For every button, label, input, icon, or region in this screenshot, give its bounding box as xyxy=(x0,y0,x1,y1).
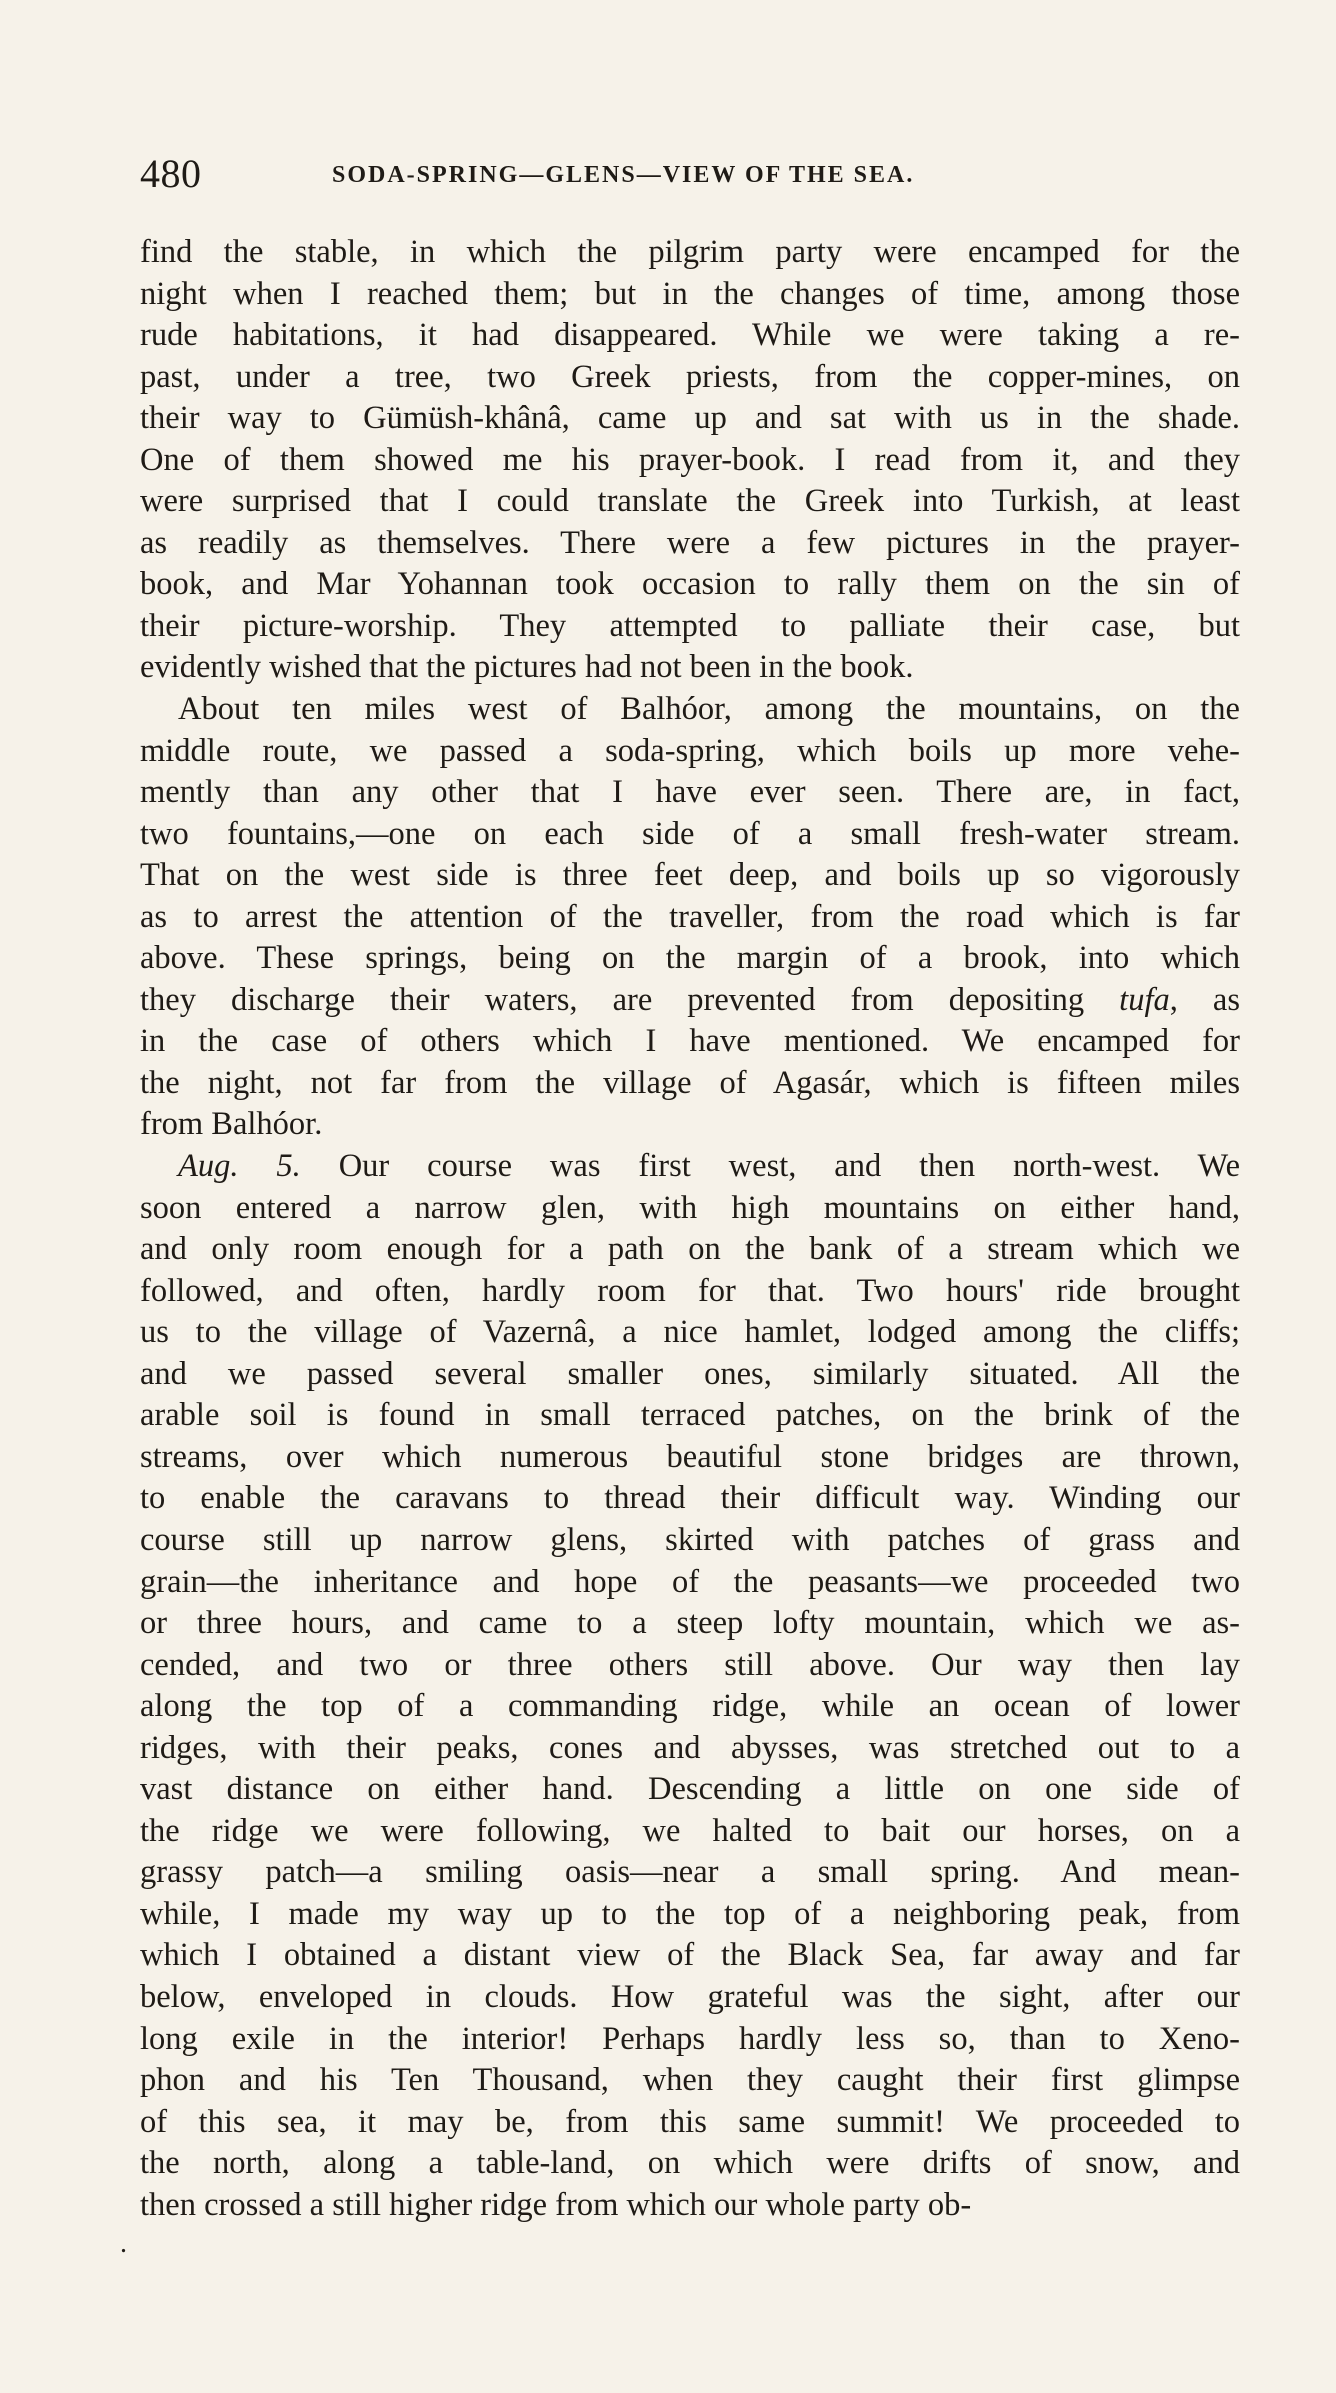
text-line xyxy=(140,232,1240,274)
text-line xyxy=(140,606,1240,648)
text-line xyxy=(140,1271,1240,1313)
text-line xyxy=(140,1229,1240,1271)
line-text: course still up narrow glens, skirted with patches of grass and xyxy=(140,1521,1240,1558)
italic-text: Aug. 5. xyxy=(178,1148,301,1185)
page-header xyxy=(140,150,1240,200)
text-line xyxy=(140,398,1240,440)
line-text: followed, and often, hardly room for that. Two hours' ride brought xyxy=(140,1272,1240,1309)
line-text: find the stable, in which the pilgrim party were encamped for the xyxy=(140,234,1240,270)
running-head: SODA-SPRING—GLENS—VIEW OF THE SEA. xyxy=(332,162,915,188)
text-line xyxy=(140,814,1240,856)
line-text: then crossed a still higher ridge from which our whole party ob- xyxy=(140,2186,972,2223)
text-line xyxy=(140,564,1240,606)
text-line xyxy=(140,1686,1240,1728)
text-line xyxy=(140,1769,1240,1811)
text-line xyxy=(140,1478,1240,1520)
text-line xyxy=(140,1021,1240,1063)
text-line xyxy=(140,315,1240,357)
line-text: above. These springs, being on the margin of a brook, into which xyxy=(140,940,1240,977)
text-line xyxy=(140,2019,1240,2061)
text-line xyxy=(140,440,1240,482)
line-text: and we passed several smaller ones, similarly situated. All the xyxy=(140,1355,1240,1392)
text-line xyxy=(140,1520,1240,1562)
line-text: as to arrest the attention of the traveller, from the road which is far xyxy=(140,898,1240,935)
line-text: That on the west side is three feet deep, and boils up so vigorously xyxy=(140,857,1240,894)
text-line xyxy=(140,1562,1240,1604)
text-line xyxy=(140,481,1240,523)
line-text: the ridge we were following, we halted to bait our horses, on a xyxy=(140,1812,1240,1849)
text-line xyxy=(140,2102,1240,2144)
text-line xyxy=(140,1104,1240,1146)
line-text: two fountains,—one on each side of a small fresh-water stream. xyxy=(140,815,1240,852)
line-text: , as xyxy=(1169,981,1240,1018)
text-line xyxy=(140,1063,1240,1105)
text-line xyxy=(140,1312,1240,1354)
line-text: middle route, we passed a soda-spring, which boils up more vehe- xyxy=(140,732,1240,769)
line-text: soon entered a narrow glen, with high mountains on either hand, xyxy=(140,1189,1240,1226)
line-text: were surprised that I could translate the Greek into Turkish, at least xyxy=(140,483,1240,520)
text-line xyxy=(140,357,1240,399)
body-text xyxy=(140,232,1240,2226)
italic-text: tufa xyxy=(1119,981,1170,1018)
line-text: rude habitations, it had disappeared. While we were taking a re- xyxy=(140,317,1240,354)
page-number: 480 xyxy=(140,151,202,196)
line-text: night when I reached them; but in the changes of time, among those xyxy=(140,275,1240,312)
line-text: About ten miles west of Balhóor, among the mountains, on the xyxy=(178,691,1240,728)
line-text: while, I made my way up to the top of a neighboring peak, from xyxy=(140,1895,1240,1932)
text-line xyxy=(140,897,1240,939)
line-text: or three hours, and came to a steep lofty mountain, which we as- xyxy=(140,1605,1240,1642)
text-line xyxy=(140,1894,1240,1936)
line-text: their picture-worship. They attempted to palliate their case, but xyxy=(140,607,1240,644)
text-line xyxy=(140,1852,1240,1894)
line-text: in the case of others which I have mentioned. We encamped for xyxy=(140,1023,1240,1060)
line-text: evidently wished that the pictures had not been in the book. xyxy=(140,649,914,686)
text-line xyxy=(140,689,1240,731)
text-line xyxy=(140,772,1240,814)
line-text: of this sea, it may be, from this same summit! We proceeded to xyxy=(140,2103,1240,2140)
line-text: grassy patch—a smiling oasis—near a small spring. And mean- xyxy=(140,1854,1240,1891)
text-line xyxy=(140,938,1240,980)
line-text: streams, over which numerous beautiful stone bridges are thrown, xyxy=(140,1438,1240,1475)
line-text: below, enveloped in clouds. How grateful was the sight, after our xyxy=(140,1978,1240,2015)
margin-mark: . xyxy=(120,2228,127,2259)
text-line xyxy=(140,274,1240,316)
line-text: mently than any other that I have ever seen. There are, in fact, xyxy=(140,774,1240,811)
text-line xyxy=(140,1188,1240,1230)
text-line xyxy=(140,2143,1240,2185)
line-text: their way to Gümüsh-khânâ, came up and sat with us in the shade. xyxy=(140,400,1240,437)
text-line xyxy=(140,1354,1240,1396)
line-text: Our course was first west, and then north-west. We xyxy=(300,1148,1240,1185)
text-line xyxy=(140,731,1240,773)
line-text: cended, and two or three others still above. Our way then lay xyxy=(140,1646,1240,1683)
text-line xyxy=(140,647,1240,689)
line-text: arable soil is found in small terraced patches, on the brink of the xyxy=(140,1397,1240,1434)
text-line xyxy=(140,1645,1240,1687)
line-text: which I obtained a distant view of the Black Sea, far away and far xyxy=(140,1937,1240,1974)
line-text: the north, along a table-land, on which were drifts of snow, and xyxy=(140,2145,1240,2182)
line-text: long exile in the interior! Perhaps hardly less so, than to Xeno- xyxy=(140,2020,1240,2057)
text-line xyxy=(140,1437,1240,1479)
line-text: to enable the caravans to thread their difficult way. Winding our xyxy=(140,1480,1240,1517)
line-text: book, and Mar Yohannan took occasion to rally them on the sin of xyxy=(140,566,1240,603)
text-line xyxy=(140,1146,1240,1188)
line-text: as readily as themselves. There were a few pictures in the prayer- xyxy=(140,524,1240,561)
line-text: from Balhóor. xyxy=(140,1106,323,1143)
text-line xyxy=(140,1395,1240,1437)
text-line xyxy=(140,2185,1240,2227)
line-text: vast distance on either hand. Descending a little on one side of xyxy=(140,1771,1240,1808)
text-line xyxy=(140,1811,1240,1853)
line-text: and only room enough for a path on the bank of a stream which we xyxy=(140,1231,1240,1268)
text-line xyxy=(140,855,1240,897)
text-line xyxy=(140,1728,1240,1770)
line-text: they discharge their waters, are prevented from depositing xyxy=(140,981,1120,1018)
line-text: along the top of a commanding ridge, while an ocean of lower xyxy=(140,1688,1240,1725)
text-line xyxy=(140,1603,1240,1645)
text-line xyxy=(140,2060,1240,2102)
text-line xyxy=(140,1977,1240,2019)
line-text: the night, not far from the village of Agasár, which is fifteen miles xyxy=(140,1064,1240,1101)
text-line xyxy=(140,980,1240,1022)
line-text: phon and his Ten Thousand, when they caught their first glimpse xyxy=(140,2062,1240,2099)
line-text: grain—the inheritance and hope of the peasants—we proceeded two xyxy=(140,1563,1240,1600)
line-text: ridges, with their peaks, cones and abysses, was stretched out to a xyxy=(140,1729,1240,1766)
line-text: us to the village of Vazernâ, a nice hamlet, lodged among the cliffs; xyxy=(140,1314,1240,1351)
line-text: past, under a tree, two Greek priests, from the copper-mines, on xyxy=(140,358,1240,395)
text-line xyxy=(140,1935,1240,1977)
line-text: One of them showed me his prayer-book. I read from it, and they xyxy=(140,441,1240,478)
text-line xyxy=(140,523,1240,565)
